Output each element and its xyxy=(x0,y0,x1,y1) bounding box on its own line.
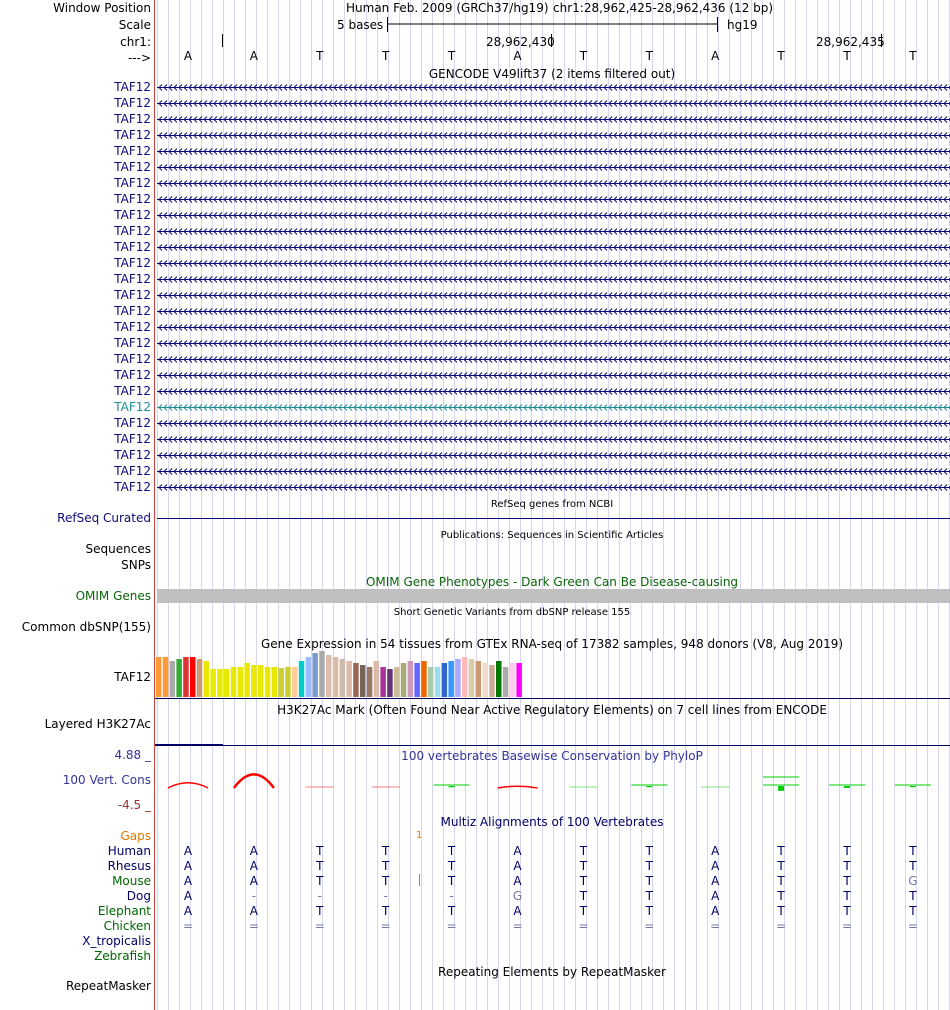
alignment-base: T xyxy=(777,889,785,903)
species-label[interactable]: Human xyxy=(107,844,151,858)
base-letter: T xyxy=(382,49,390,63)
gencode-gene-label[interactable]: TAF12 xyxy=(114,320,151,334)
alignment-base: - xyxy=(251,889,257,903)
gencode-gene-label[interactable]: TAF12 xyxy=(114,96,151,110)
alignment-base: A xyxy=(183,844,193,858)
gencode-gene-label[interactable]: TAF12 xyxy=(114,400,151,414)
base-letter: T xyxy=(645,49,653,63)
alignment-base: A xyxy=(249,859,258,873)
alignment-base: = xyxy=(248,919,259,933)
gencode-gene-label[interactable]: TAF12 xyxy=(114,144,151,158)
gencode-gene-label[interactable]: TAF12 xyxy=(114,368,151,382)
alignment-base: T xyxy=(382,874,390,888)
gencode-gene-label[interactable]: TAF12 xyxy=(114,336,151,350)
base-letter: T xyxy=(843,49,851,63)
alignment-base: T xyxy=(447,859,456,873)
repeatmasker-label[interactable]: RepeatMasker xyxy=(65,979,151,993)
alignment-base: T xyxy=(909,904,917,918)
alignment-base: T xyxy=(777,859,785,873)
gencode-track-title: GENCODE V49lift37 (2 items filtered out) xyxy=(428,67,676,81)
alignment-base: = xyxy=(578,919,589,933)
strand-arrow-label: ---> xyxy=(127,51,151,65)
alignment-base: T xyxy=(579,859,588,873)
alignment-base: T xyxy=(447,874,456,888)
dbsnp-track-title: Short Genetic Variants from dbSNP release 155 xyxy=(393,607,631,618)
gencode-gene-label[interactable]: TAF12 xyxy=(114,256,151,270)
track-area xyxy=(155,0,950,1010)
alignment-base: T xyxy=(909,859,917,873)
alignment-base: T xyxy=(447,904,456,918)
alignment-base: T xyxy=(382,844,390,858)
alignment-base: T xyxy=(316,904,324,918)
base-letter: T xyxy=(447,49,456,63)
alignment-base: A xyxy=(711,889,720,903)
assembly-title: Human Feb. 2009 (GRCh37/hg19) xyxy=(346,1,549,15)
alignment-base: T xyxy=(843,889,851,903)
gencode-gene-label[interactable]: TAF12 xyxy=(114,176,151,190)
alignment-base: = xyxy=(776,919,787,933)
alignment-base: = xyxy=(380,919,391,933)
alignment-base: T xyxy=(843,859,851,873)
gencode-gene-label[interactable]: TAF12 xyxy=(114,384,151,398)
position-readout: chr1:28,962,425-28,962,436 (12 bp) xyxy=(553,1,774,15)
alignment-base: A xyxy=(249,904,258,918)
alignment-base: A xyxy=(513,874,522,888)
base-letter: A xyxy=(183,49,193,63)
alignment-base: T xyxy=(843,904,851,918)
alignment-base: T xyxy=(843,874,851,888)
insertion-marker xyxy=(155,0,950,900)
species-label[interactable]: Rhesus xyxy=(107,859,151,873)
base-letter: A xyxy=(711,49,720,63)
phylop-min-label: -4.5 _ xyxy=(117,798,151,812)
alignment-base: T xyxy=(777,904,785,918)
gaps-label: Gaps xyxy=(120,829,151,843)
alignment-base: T xyxy=(382,859,390,873)
h3k27ac-label[interactable]: Layered H3K27Ac xyxy=(44,717,151,731)
alignment-base: = xyxy=(314,919,325,933)
common-dbsnp-label[interactable]: Common dbSNP(155) xyxy=(21,620,151,634)
alignment-base: G xyxy=(908,874,918,888)
alignment-base: A xyxy=(183,889,193,903)
alignment-base: T xyxy=(579,889,588,903)
gencode-gene-label[interactable]: TAF12 xyxy=(114,240,151,254)
alignment-base: T xyxy=(579,844,588,858)
gencode-gene-label[interactable]: TAF12 xyxy=(114,80,151,94)
alignment-base: = xyxy=(446,919,457,933)
base-letter: A xyxy=(513,49,522,63)
publications-track-title: Publications: Sequences in Scientific Articles xyxy=(440,530,664,541)
alignment-base: T xyxy=(843,844,851,858)
alignment-base: - xyxy=(317,889,322,903)
gencode-gene-label[interactable]: TAF12 xyxy=(114,432,151,446)
repeatmasker-track-title: Repeating Elements by RepeatMasker xyxy=(438,965,666,979)
alignment-base: A xyxy=(711,844,720,858)
alignment-base: - xyxy=(383,889,388,903)
alignment-base: T xyxy=(447,844,456,858)
refseq-track-title: RefSeq genes from NCBI xyxy=(490,499,614,510)
track-label-column xyxy=(0,0,155,1010)
alignment-base: = xyxy=(907,919,918,933)
scale-bar-text: 5 bases xyxy=(337,18,384,32)
alignment-base: - xyxy=(449,889,454,903)
alignment-base: A xyxy=(711,904,720,918)
alignment-base: T xyxy=(909,889,917,903)
species-label[interactable]: Dog xyxy=(126,889,151,903)
gencode-gene-label[interactable]: TAF12 xyxy=(114,208,151,222)
alignment-base: T xyxy=(316,874,324,888)
alignment-base: A xyxy=(711,859,720,873)
scale-label: Scale xyxy=(118,18,151,32)
ruler-position-2: 28,962,435 xyxy=(816,35,885,49)
alignment-base: T xyxy=(382,904,390,918)
gencode-gene-label[interactable]: TAF12 xyxy=(114,160,151,174)
alignment-base: G xyxy=(512,889,523,903)
vert-cons-label[interactable]: 100 Vert. Cons xyxy=(62,773,151,787)
gtex-track-title: Gene Expression in 54 tissues from GTEx RNA-seq of 17382 samples, 948 donors (V8, Aug 2019) xyxy=(260,637,844,651)
alignment-base: A xyxy=(249,874,258,888)
phylop-track-title: 100 vertebrates Basewise Conservation by PhyloP xyxy=(401,749,703,763)
alignment-base: T xyxy=(645,874,653,888)
base-letter: T xyxy=(316,49,324,63)
species-label[interactable]: Mouse xyxy=(112,874,151,888)
gtex-gene-label[interactable]: TAF12 xyxy=(114,670,151,684)
alignment-base: A xyxy=(513,904,522,918)
alignment-base: A xyxy=(513,844,522,858)
base-letter: T xyxy=(579,49,588,63)
alignment-base: T xyxy=(909,844,917,858)
sequences-label[interactable]: Sequences xyxy=(85,542,151,556)
alignment-base: A xyxy=(711,874,720,888)
gencode-gene-label[interactable]: TAF12 xyxy=(114,224,151,238)
alignment-base: T xyxy=(579,874,588,888)
gencode-gene-label[interactable]: TAF12 xyxy=(114,352,151,366)
alignment-base: T xyxy=(579,904,588,918)
gencode-gene-label[interactable]: TAF12 xyxy=(114,192,151,206)
alignment-base: A xyxy=(183,859,193,873)
gencode-gene-label[interactable]: TAF12 xyxy=(114,480,151,494)
alignment-base: T xyxy=(777,874,785,888)
alignment-base: T xyxy=(645,859,653,873)
species-label[interactable]: X_tropicalis xyxy=(82,934,151,948)
gencode-gene-label[interactable]: TAF12 xyxy=(114,464,151,478)
species-label[interactable]: Chicken xyxy=(103,919,151,933)
gencode-gene-label[interactable]: TAF12 xyxy=(114,112,151,126)
alignment-base: A xyxy=(183,874,193,888)
omim-track-title: OMIM Gene Phenotypes - Dark Green Can Be Disease-causing xyxy=(365,575,739,589)
omim-genes-label[interactable]: OMIM Genes xyxy=(75,589,151,603)
base-letter: T xyxy=(909,49,917,63)
alignment-base: T xyxy=(645,844,653,858)
alignment-base: = xyxy=(644,919,655,933)
window-position-label: Window Position xyxy=(53,1,151,15)
alignment-base: = xyxy=(841,919,853,933)
ruler-position-1: 28,962,430 xyxy=(486,35,555,49)
alignment-base: T xyxy=(777,844,785,858)
alignment-base: = xyxy=(182,919,194,933)
multiz-track-title: Multiz Alignments of 100 Vertebrates xyxy=(440,815,664,829)
alignment-base: T xyxy=(645,889,653,903)
gaps-count: 1 xyxy=(416,830,423,841)
h3k27ac-track-title: H3K27Ac Mark (Often Found Near Active Regulatory Elements) on 7 cell lines from ENCODE xyxy=(277,703,827,717)
snps-label[interactable]: SNPs xyxy=(121,558,151,572)
phylop-max-label: 4.88 _ xyxy=(114,748,151,762)
alignment-base: A xyxy=(513,859,522,873)
base-letter: T xyxy=(777,49,785,63)
species-label[interactable]: Elephant xyxy=(97,904,151,918)
alignment-base: T xyxy=(645,904,653,918)
alignment-base: = xyxy=(710,919,721,933)
db-label: hg19 xyxy=(727,18,758,32)
gencode-gene-label[interactable]: TAF12 xyxy=(114,304,151,318)
alignment-base: T xyxy=(316,844,324,858)
refseq-curated-label[interactable]: RefSeq Curated xyxy=(57,511,151,525)
alignment-base: T xyxy=(316,859,324,873)
alignment-base: A xyxy=(183,904,193,918)
species-label[interactable]: Zebrafish xyxy=(94,949,151,963)
gencode-gene-label[interactable]: TAF12 xyxy=(114,272,151,286)
alignment-base: = xyxy=(512,919,523,933)
gencode-gene-label[interactable]: TAF12 xyxy=(114,416,151,430)
chromosome-label: chr1: xyxy=(120,35,151,49)
base-letter: A xyxy=(249,49,258,63)
alignment-base: A xyxy=(249,844,258,858)
gencode-gene-label[interactable]: TAF12 xyxy=(114,448,151,462)
gencode-gene-label[interactable]: TAF12 xyxy=(114,288,151,302)
gencode-gene-label[interactable]: TAF12 xyxy=(114,128,151,142)
